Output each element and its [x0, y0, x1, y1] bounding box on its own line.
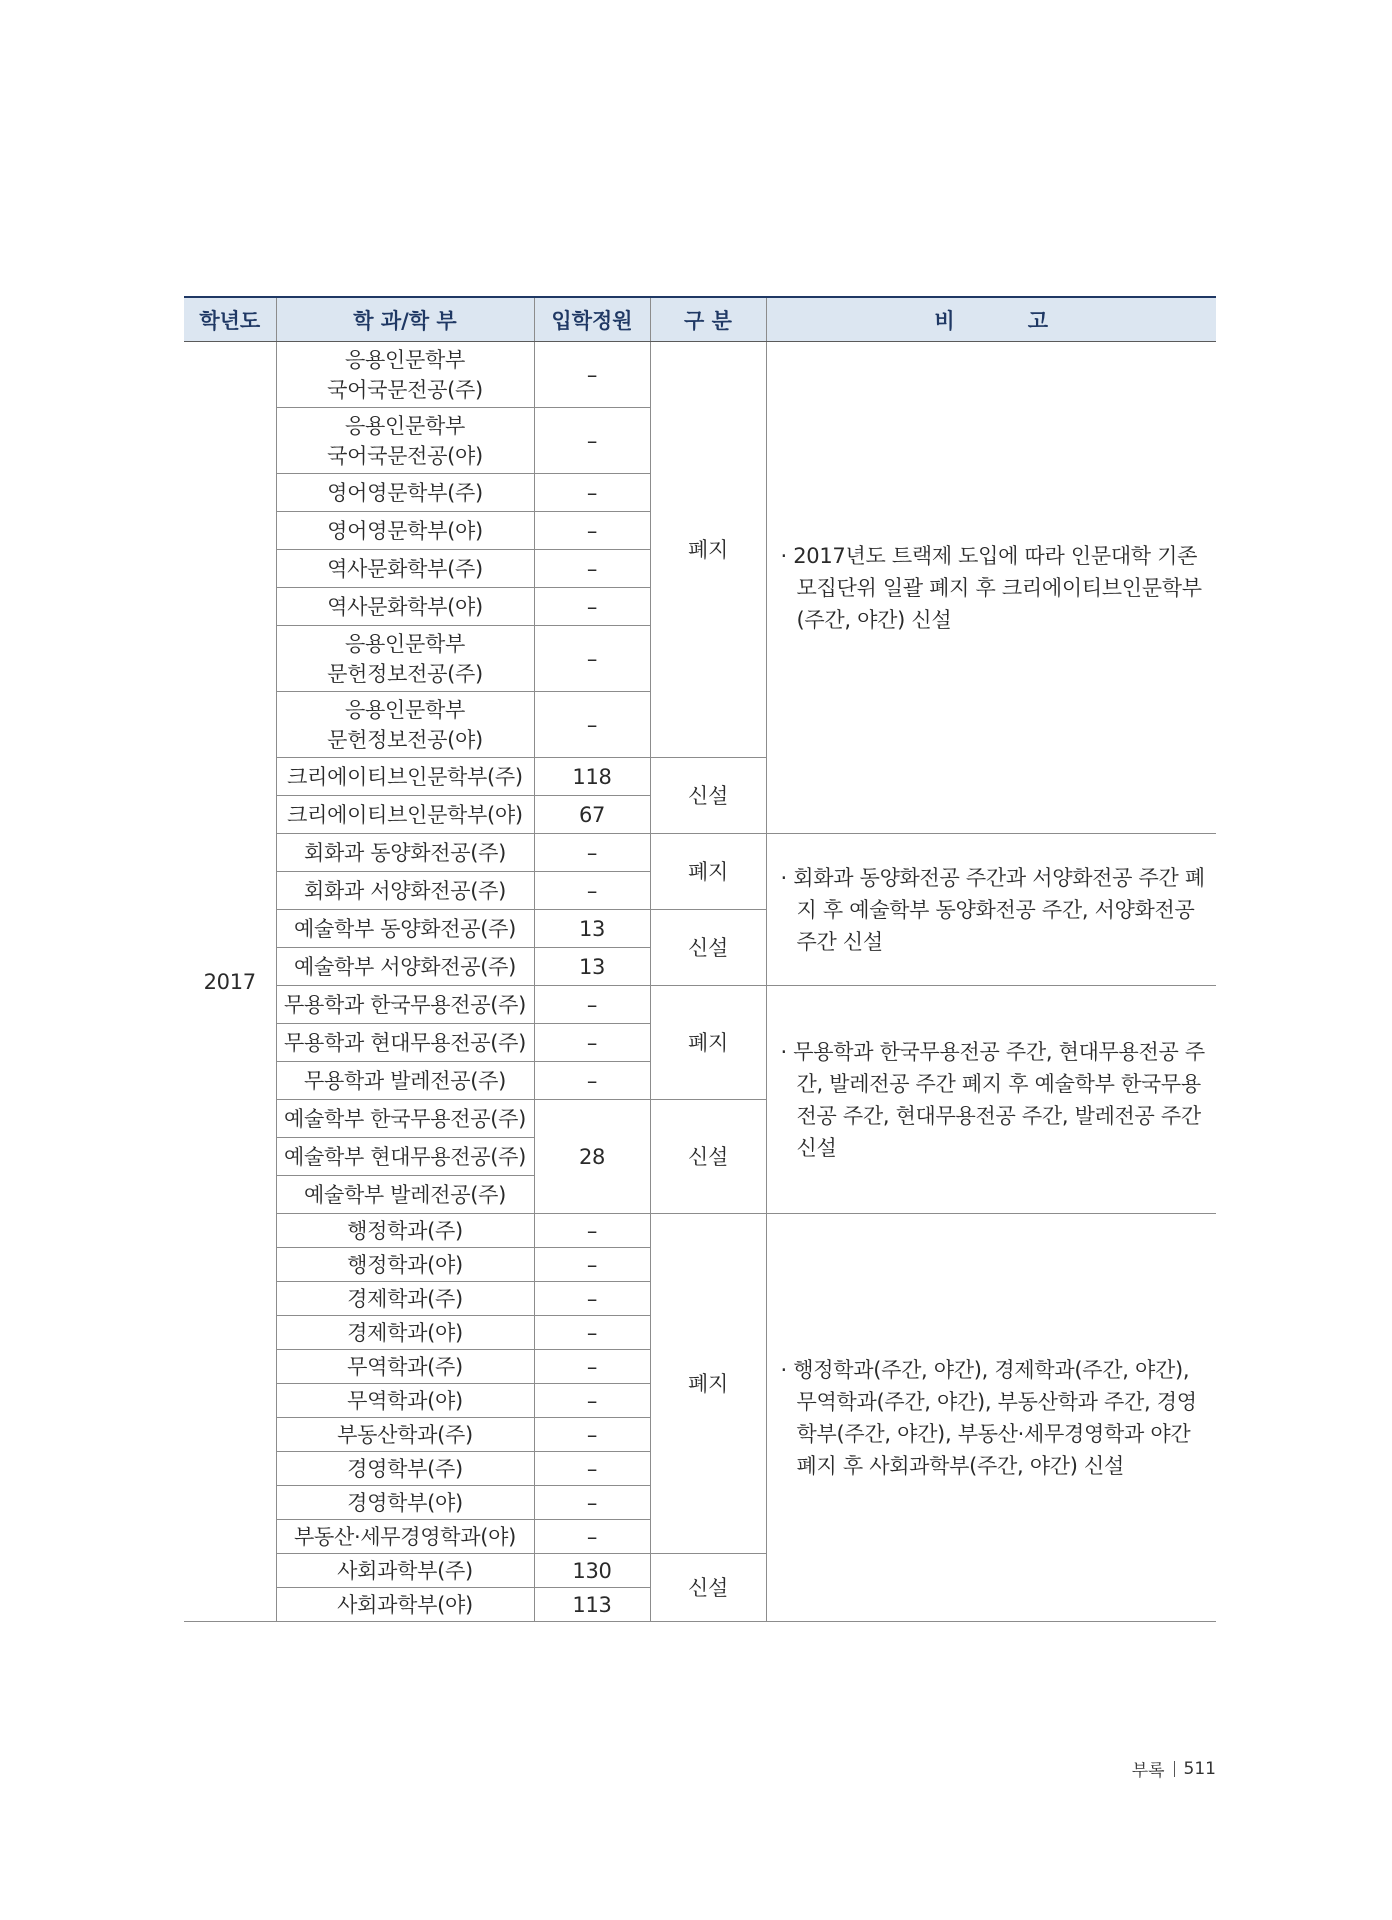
- category-cell: 신설: [650, 1100, 766, 1214]
- quota-cell: –: [534, 1418, 650, 1452]
- dept-cell: 무역학과(주): [276, 1350, 534, 1384]
- quota-cell: –: [534, 1282, 650, 1316]
- category-cell: 폐지: [650, 1214, 766, 1554]
- quota-cell: 67: [534, 796, 650, 834]
- dept-cell: 응용인문학부 문헌정보전공(야): [276, 692, 534, 758]
- dept-cell: 회화과 서양화전공(주): [276, 872, 534, 910]
- quota-cell: –: [534, 474, 650, 512]
- dept-cell: 크리에이티브인문학부(주): [276, 758, 534, 796]
- table-row: [184, 834, 1216, 872]
- dept-cell: 회화과 동양화전공(주): [276, 834, 534, 872]
- dept-cell: 무용학과 한국무용전공(주): [276, 986, 534, 1024]
- quota-cell: –: [534, 1350, 650, 1384]
- quota-cell: –: [534, 512, 650, 550]
- header-category: 구 분: [650, 297, 766, 342]
- category-cell: 폐지: [650, 342, 766, 758]
- quota-cell: 113: [534, 1588, 650, 1622]
- category-cell: 신설: [650, 758, 766, 834]
- note-cell: · 행정학과(주간, 야간), 경제학과(주간, 야간), 무역학과(주간, 야간), 부동산학과 주간, 경영학부(주간, 야간), 부동산·세무경영학과 야간 폐지 후 사회과학부(주간, 야간) 신설: [766, 1214, 1216, 1622]
- quota-cell: –: [534, 1452, 650, 1486]
- year-cell: 2017: [184, 342, 276, 1622]
- dept-cell: 예술학부 동양화전공(주): [276, 910, 534, 948]
- page-footer: [1132, 1756, 1216, 1781]
- quota-cell: 13: [534, 910, 650, 948]
- dept-cell: 예술학부 현대무용전공(주): [276, 1138, 534, 1176]
- quota-cell: –: [534, 626, 650, 692]
- quota-cell: –: [534, 1214, 650, 1248]
- header-dept: 학 과/학 부: [276, 297, 534, 342]
- quota-cell: –: [534, 1486, 650, 1520]
- dept-cell: 경영학부(주): [276, 1452, 534, 1486]
- quota-cell: –: [534, 1024, 650, 1062]
- category-cell: 폐지: [650, 834, 766, 910]
- quota-cell: –: [534, 986, 650, 1024]
- quota-cell: –: [534, 550, 650, 588]
- table-row: [184, 986, 1216, 1024]
- dept-cell: 행정학과(야): [276, 1248, 534, 1282]
- dept-cell: 응용인문학부 국어국문전공(야): [276, 408, 534, 474]
- table-header-row: [184, 297, 1216, 342]
- dept-cell: 사회과학부(야): [276, 1588, 534, 1622]
- category-cell: 폐지: [650, 986, 766, 1100]
- page-number: 511: [1183, 1758, 1216, 1779]
- dept-cell: 무역학과(야): [276, 1384, 534, 1418]
- quota-cell: –: [534, 1316, 650, 1350]
- dept-cell: 응용인문학부 문헌정보전공(주): [276, 626, 534, 692]
- header-quota: 입학정원: [534, 297, 650, 342]
- quota-cell: –: [534, 1248, 650, 1282]
- header-year: 학년도: [184, 297, 276, 342]
- dept-cell: 경제학과(야): [276, 1316, 534, 1350]
- quota-cell: 13: [534, 948, 650, 986]
- quota-cell: –: [534, 1062, 650, 1100]
- dept-cell: 사회과학부(주): [276, 1554, 534, 1588]
- dept-cell: 예술학부 한국무용전공(주): [276, 1100, 534, 1138]
- quota-cell: –: [534, 408, 650, 474]
- quota-cell: 28: [534, 1100, 650, 1214]
- quota-cell: –: [534, 834, 650, 872]
- quota-cell: –: [534, 1520, 650, 1554]
- dept-cell: 역사문화학부(주): [276, 550, 534, 588]
- footer-section: 부록: [1131, 1761, 1165, 1781]
- table-row: [184, 342, 1216, 408]
- quota-cell: –: [534, 588, 650, 626]
- category-cell: 신설: [650, 910, 766, 986]
- quota-cell: 118: [534, 758, 650, 796]
- quota-cell: –: [534, 342, 650, 408]
- footer-divider: [1174, 1761, 1175, 1777]
- note-cell: · 2017년도 트랙제 도입에 따라 인문대학 기존 모집단위 일괄 폐지 후 크리에이티브인문학부(주간, 야간) 신설: [766, 342, 1216, 834]
- dept-cell: 크리에이티브인문학부(야): [276, 796, 534, 834]
- quota-cell: –: [534, 692, 650, 758]
- dept-cell: 응용인문학부 국어국문전공(주): [276, 342, 534, 408]
- table-row: [184, 1214, 1216, 1248]
- quota-cell: –: [534, 1384, 650, 1418]
- category-cell: 신설: [650, 1554, 766, 1622]
- dept-cell: 부동산·세무경영학과(야): [276, 1520, 534, 1554]
- dept-cell: 역사문화학부(야): [276, 588, 534, 626]
- admission-table: [184, 296, 1216, 1622]
- quota-cell: –: [534, 872, 650, 910]
- dept-cell: 영어영문학부(주): [276, 474, 534, 512]
- quota-cell: 130: [534, 1554, 650, 1588]
- dept-cell: 경제학과(주): [276, 1282, 534, 1316]
- header-note: 비 고: [766, 297, 1216, 342]
- dept-cell: 예술학부 발레전공(주): [276, 1176, 534, 1214]
- dept-cell: 예술학부 서양화전공(주): [276, 948, 534, 986]
- dept-cell: 경영학부(야): [276, 1486, 534, 1520]
- dept-cell: 부동산학과(주): [276, 1418, 534, 1452]
- note-cell: · 회화과 동양화전공 주간과 서양화전공 주간 폐지 후 예술학부 동양화전공 주간, 서양화전공 주간 신설: [766, 834, 1216, 986]
- note-cell: · 무용학과 한국무용전공 주간, 현대무용전공 주간, 발레전공 주간 폐지 후 예술학부 한국무용전공 주간, 현대무용전공 주간, 발레전공 주간 신설: [766, 986, 1216, 1214]
- dept-cell: 영어영문학부(야): [276, 512, 534, 550]
- dept-cell: 행정학과(주): [276, 1214, 534, 1248]
- dept-cell: 무용학과 현대무용전공(주): [276, 1024, 534, 1062]
- dept-cell: 무용학과 발레전공(주): [276, 1062, 534, 1100]
